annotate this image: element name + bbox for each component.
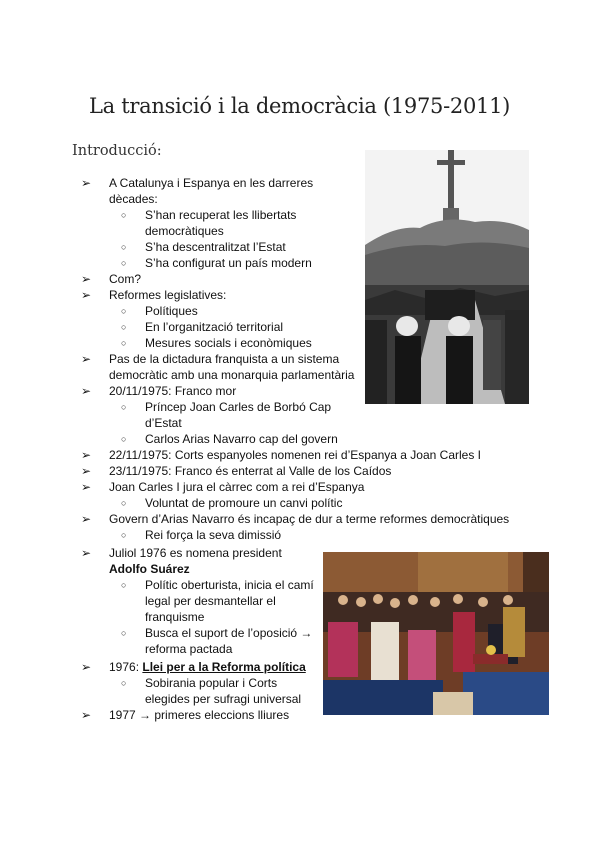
sub-bullet-marker: ○ bbox=[121, 434, 127, 444]
sub-list-item-cont: reforma pactada bbox=[145, 642, 233, 656]
sub-list-item: Polític oberturista, inicia el camí bbox=[145, 578, 314, 592]
coronation-photo bbox=[323, 552, 549, 715]
bullet-marker: ➢ bbox=[81, 546, 92, 560]
list-item: Pas de la dictadura franquista a un sistema bbox=[109, 352, 340, 366]
bullet-marker: ➢ bbox=[81, 512, 92, 526]
sub-list-item: Príncep Joan Carles de Borbó Cap bbox=[145, 400, 332, 414]
funeral-photo-icon bbox=[365, 150, 529, 404]
bullet-marker: ➢ bbox=[81, 708, 92, 722]
sub-list-item-cont: democràtiques bbox=[145, 224, 224, 238]
sub-list-item-cont: elegides per sufragi universal bbox=[145, 692, 302, 706]
list-item: 23/11/1975: Franco és enterrat al Valle de los Caídos bbox=[109, 464, 392, 478]
sub-list-item: Polítiques bbox=[145, 304, 198, 318]
list-item-cont: democràtic amb una monarquia parlamentària bbox=[109, 368, 355, 382]
coronation-photo-icon bbox=[323, 552, 549, 715]
list-item-cont-bold: Adolfo Suárez bbox=[109, 562, 190, 576]
sub-list-item: Mesures socials i econòmiques bbox=[145, 336, 312, 350]
sub-list-item: Rei força la seva dimissió bbox=[145, 528, 282, 542]
sub-bullet-marker: ○ bbox=[121, 322, 127, 332]
sub-bullet-marker: ○ bbox=[121, 498, 127, 508]
bullet-marker: ➢ bbox=[81, 352, 92, 366]
bullet-marker: ➢ bbox=[81, 660, 92, 674]
sub-list-item: S’han recuperat les llibertats bbox=[145, 208, 297, 222]
sub-list-item: Carlos Arias Navarro cap del govern bbox=[145, 432, 338, 446]
sub-bullet-marker: ○ bbox=[121, 242, 127, 252]
list-item: Juliol 1976 es nomena president bbox=[109, 546, 282, 560]
sub-bullet-marker: ○ bbox=[121, 258, 127, 268]
bullet-marker: ➢ bbox=[81, 464, 92, 478]
list-item: Reformes legislatives: bbox=[109, 288, 227, 302]
sub-bullet-marker: ○ bbox=[121, 530, 127, 540]
list-item: Govern d’Arias Navarro és incapaç de dur a terme reformes democràtiques bbox=[109, 512, 510, 526]
list-item: Com? bbox=[109, 272, 142, 286]
sub-bullet-marker: ○ bbox=[121, 210, 127, 220]
list-item: 20/11/1975: Franco mor bbox=[109, 384, 237, 398]
sub-bullet-marker: ○ bbox=[121, 628, 127, 638]
bullet-marker: ➢ bbox=[81, 480, 92, 494]
sub-list-item: S’ha configurat un país modern bbox=[145, 256, 312, 270]
list-item: Joan Carles I jura el càrrec com a rei d’Espanya bbox=[109, 480, 365, 494]
law-name: Llei per a la Reforma política bbox=[142, 660, 306, 674]
sub-list-item: Sobirania popular i Corts bbox=[145, 676, 278, 690]
bullet-marker: ➢ bbox=[81, 288, 92, 302]
page-title: La transició i la democràcia (1975-2011) bbox=[89, 94, 511, 118]
sub-list-item-cont: d’Estat bbox=[145, 416, 182, 430]
bullet-marker: ➢ bbox=[81, 272, 92, 286]
sub-list-item: S’ha descentralitzat l’Estat bbox=[145, 240, 286, 254]
sub-bullet-marker: ○ bbox=[121, 338, 127, 348]
sub-list-item-cont: franquisme bbox=[145, 610, 205, 624]
sub-list-item: Busca el suport de l’oposició → bbox=[145, 626, 313, 640]
sub-bullet-marker: ○ bbox=[121, 306, 127, 316]
funeral-photo bbox=[365, 150, 529, 404]
bullet-marker: ➢ bbox=[81, 448, 92, 462]
sub-bullet-marker: ○ bbox=[121, 402, 127, 412]
list-item-cont: dècades: bbox=[109, 192, 158, 206]
list-item bbox=[109, 659, 306, 675]
sub-list-item-cont: legal per desmantellar el bbox=[145, 594, 276, 608]
sub-bullet-marker: ○ bbox=[121, 580, 127, 590]
list-item: A Catalunya i Espanya en les darreres bbox=[109, 176, 314, 190]
sub-list-item: Voluntat de promoure un canvi polític bbox=[145, 496, 343, 510]
bullet-marker: ➢ bbox=[81, 384, 92, 398]
bullet-marker: ➢ bbox=[81, 176, 92, 190]
sub-list-item: En l’organització territorial bbox=[145, 320, 284, 334]
list-item: 1977 → primeres eleccions lliures bbox=[109, 708, 290, 722]
list-item: 22/11/1975: Corts espanyoles nomenen rei d’Espanya a Joan Carles I bbox=[109, 448, 482, 462]
sub-bullet-marker: ○ bbox=[121, 678, 127, 688]
list-item-prefix: 1976: bbox=[109, 660, 143, 674]
section-heading: Introducció: bbox=[72, 143, 162, 159]
